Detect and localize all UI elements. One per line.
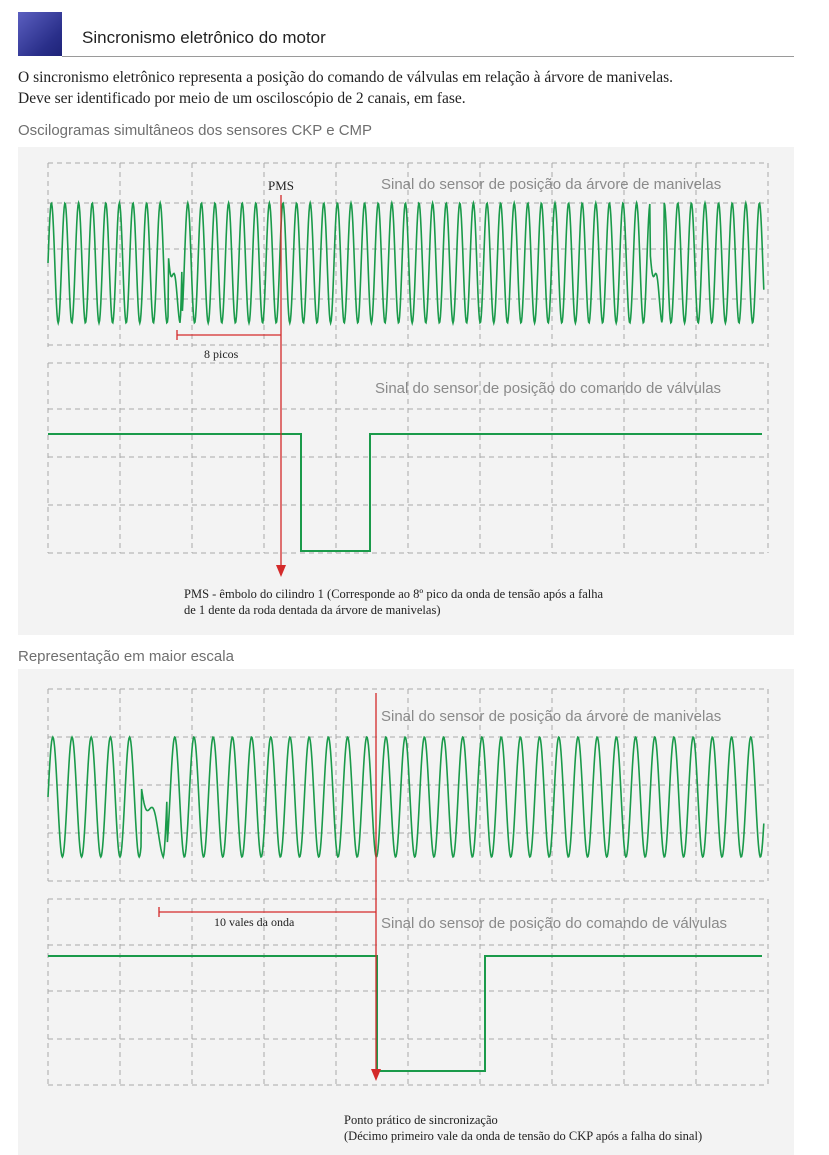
figure1-ckp-label: Sinal do sensor de posição da árvore de manivelas [381,176,722,193]
figure2-oscillogram [18,669,794,1155]
figure2-ckp-waveform [48,737,764,857]
figure2-panel [18,669,794,1155]
figure1-cmp-label: Sinal do sensor de posição do comando de válvulas [375,380,722,397]
figure2-title: Representação em maior escala [18,648,234,665]
figure1-title: Oscilogramas simultâneos dos sensores CKP e CMP [18,122,373,139]
figure2-note-line-1: Ponto prático de sincronização [344,1113,498,1127]
figure1-count-label: 8 picos [204,347,239,361]
figure2-cmp-label: Sinal do sensor de posição do comando de válvulas [381,915,728,932]
figure2-ckp-label: Sinal do sensor de posição da árvore de manivelas [381,708,722,725]
figure2-grid [48,689,768,1085]
figure1-grid [48,163,768,553]
figure2-note-line-2: (Décimo primeiro vale da onda de tensão do CKP após a falha do sinal) [344,1129,703,1143]
header-divider [62,56,794,57]
intro-paragraph [18,67,818,109]
figure1-oscillogram [18,147,794,635]
figure1-ckp-waveform [48,203,764,323]
figure1-panel [18,147,794,635]
figure1-note-line-1: PMS - êmbolo do cilindro 1 (Corresponde ao 8º pico da onda de tensão após a falha [184,587,604,601]
header-accent-block [18,12,62,56]
figure1-note-line-2: de 1 dente da roda dentada da árvore de manivelas) [184,603,441,617]
figure2-cmp-waveform [48,956,762,1071]
figure2-count-label: 10 vales da onda [214,915,295,929]
figure1-pms-label: PMS [268,178,295,193]
figure2-sync-arrow [371,1069,381,1081]
intro-line-1: O sincronismo eletrônico representa a posição do comando de válvulas em relação à árvore de manivelas. [18,69,674,86]
figure1-cmp-waveform [48,434,762,551]
page-title: Sincronismo eletrônico do motor [82,28,326,47]
intro-line-2: Deve ser identificado por meio de um osciloscópio de 2 canais, em fase. [18,90,466,107]
figure1-pms-arrow [276,565,286,577]
